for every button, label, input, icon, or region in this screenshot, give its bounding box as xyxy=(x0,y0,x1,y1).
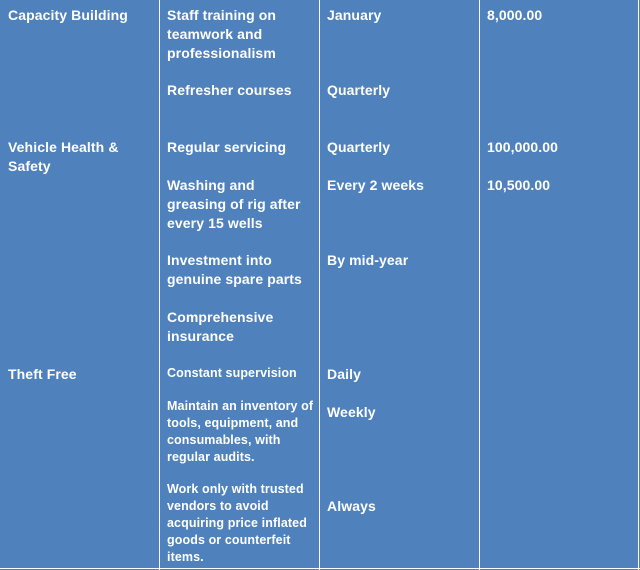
cost-washing-greasing: 10,500.00 xyxy=(487,177,551,193)
category-theft-free: Theft Free xyxy=(8,366,77,382)
category-capacity-building: Capacity Building xyxy=(8,7,128,23)
schedule-regular-servicing: Quarterly xyxy=(327,139,391,155)
schedule-inventory-audits: Weekly xyxy=(327,404,376,420)
activity-comprehensive-insurance: Comprehensive insurance xyxy=(167,309,274,344)
activity-trusted-vendors: Work only with trusted vendors to avoid acquiring price inflated goods or counterfeit items. xyxy=(167,482,307,564)
activity-genuine-spare-parts: Investment into genuine spare parts xyxy=(167,252,302,287)
column-divider xyxy=(159,0,160,570)
cost-regular-servicing: 100,000.00 xyxy=(487,139,559,155)
activity-inventory-audits: Maintain an inventory of tools, equipment, and consumables, with regular audits. xyxy=(167,399,314,464)
schedule-staff-training: January xyxy=(327,7,382,23)
column-divider xyxy=(479,0,480,570)
activity-washing-greasing: Washing and greasing of rig after every 15 wells xyxy=(167,177,301,231)
activity-regular-servicing: Regular servicing xyxy=(167,139,287,155)
schedule-trusted-vendors: Always xyxy=(327,498,376,514)
row-divider xyxy=(0,568,640,569)
column-divider xyxy=(319,0,320,570)
schedule-washing-greasing: Every 2 weeks xyxy=(327,177,425,193)
activity-refresher-courses: Refresher courses xyxy=(167,82,292,98)
category-vehicle-health-safety: Vehicle Health & Safety xyxy=(8,139,119,174)
cost-staff-training: 8,000.00 xyxy=(487,7,543,23)
schedule-genuine-spare-parts: By mid-year xyxy=(327,252,409,268)
schedule-constant-supervision: Daily xyxy=(327,366,361,382)
column-divider xyxy=(638,0,639,570)
activity-staff-training: Staff training on teamwork and professionalism xyxy=(167,7,277,61)
activity-constant-supervision: Constant supervision xyxy=(167,366,297,380)
schedule-refresher-courses: Quarterly xyxy=(327,82,391,98)
